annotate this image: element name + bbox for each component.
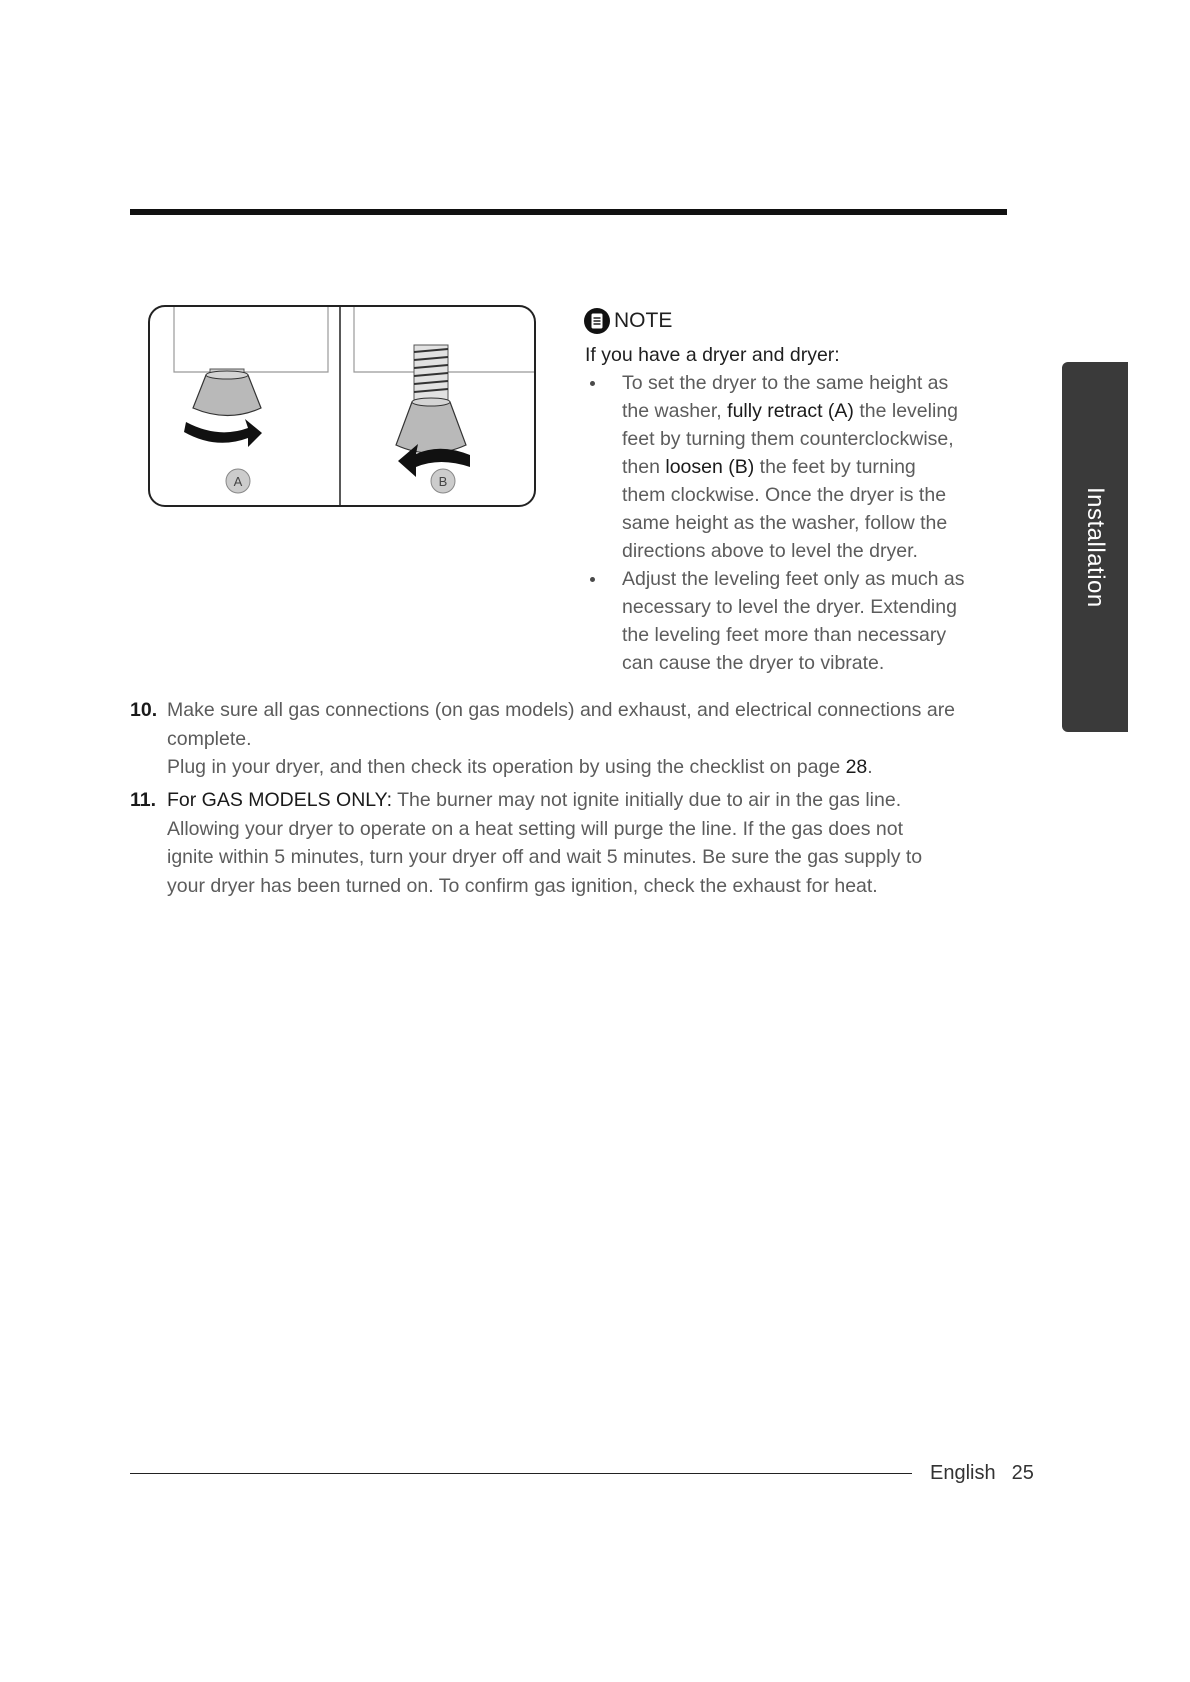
label-a-badge xyxy=(226,469,250,493)
section-tab-label: Installation xyxy=(1082,486,1109,608)
text-run: the washer, xyxy=(622,400,728,422)
loosen-emphasis: loosen (B) xyxy=(665,456,755,478)
bullet-1-line: them clockwise. Once the dryer is the xyxy=(622,484,947,506)
note-bullet-2 xyxy=(585,565,1025,677)
note-title: NOTE xyxy=(614,309,673,332)
step-10-line: complete. xyxy=(167,727,252,750)
label-b: B xyxy=(438,474,448,489)
bullet-2-line: the leveling feet more than necessary xyxy=(622,624,947,646)
step-11-line: your dryer has been turned on. To confirm gas ignition, check the exhaust for heat. xyxy=(167,874,878,897)
note-content xyxy=(585,341,1025,677)
bullet-marker xyxy=(590,381,595,386)
text-run: then xyxy=(622,456,666,478)
bullet-1-line: directions above to level the dryer. xyxy=(622,540,918,562)
label-a: A xyxy=(233,474,243,489)
page-number: 25 xyxy=(1011,1462,1034,1484)
step-11-line: ignite within 5 minutes, turn your dryer off and wait 5 minutes. Be sure the gas supply to xyxy=(167,846,923,868)
section-side-tab xyxy=(1062,362,1128,732)
bullet-2-line: can cause the dryer to vibrate. xyxy=(622,652,885,674)
header-rule xyxy=(130,209,1007,215)
bullet-1-line xyxy=(622,453,1025,481)
bullet-1-line: feet by turning them counterclockwise, xyxy=(622,428,954,450)
text-run: . xyxy=(867,756,873,778)
note-icon xyxy=(584,308,610,334)
bullet-2-line: Adjust the leveling feet only as much as xyxy=(622,568,965,590)
step-number: 11. xyxy=(130,789,157,811)
fully-retract-emphasis: fully retract (A) xyxy=(727,400,854,422)
page-footer xyxy=(930,1460,1034,1486)
note-intro: If you have a dryer and dryer: xyxy=(585,344,840,366)
note-bullet-1 xyxy=(585,369,1025,565)
text-run: the feet by turning xyxy=(754,456,916,478)
text-run: the leveling xyxy=(853,400,959,422)
text-run: The burner may not ignite initially due to air in the gas line. xyxy=(392,789,902,811)
step-11-line: Allowing your dryer to operate on a heat setting will purge the line. If the gas does not xyxy=(167,817,904,840)
bullet-1-line: To set the dryer to the same height as xyxy=(622,372,949,394)
step-10-line xyxy=(130,753,1030,782)
footer-rule xyxy=(130,1473,912,1474)
label-b-badge xyxy=(431,469,455,493)
text-run: Plug in your dryer, and then check its operation by using the checklist on page xyxy=(167,756,846,778)
bullet-1-line xyxy=(622,397,1025,425)
footer-language: English xyxy=(930,1462,996,1484)
step-11 xyxy=(130,786,1030,900)
leveling-feet-illustration xyxy=(148,305,536,507)
bullet-1-line: same height as the washer, follow the xyxy=(622,512,948,534)
page-reference: 28 xyxy=(845,756,868,778)
step-11-line xyxy=(130,786,1030,815)
step-10-line: Make sure all gas connections (on gas models) and exhaust, and electrical connections are xyxy=(167,699,956,721)
bullet-marker xyxy=(590,577,595,582)
step-number: 10. xyxy=(130,699,158,721)
step-10 xyxy=(130,696,1030,782)
bullet-2-line: necessary to level the dryer. Extending xyxy=(622,596,957,618)
gas-models-emphasis: For GAS MODELS ONLY: xyxy=(167,789,393,811)
